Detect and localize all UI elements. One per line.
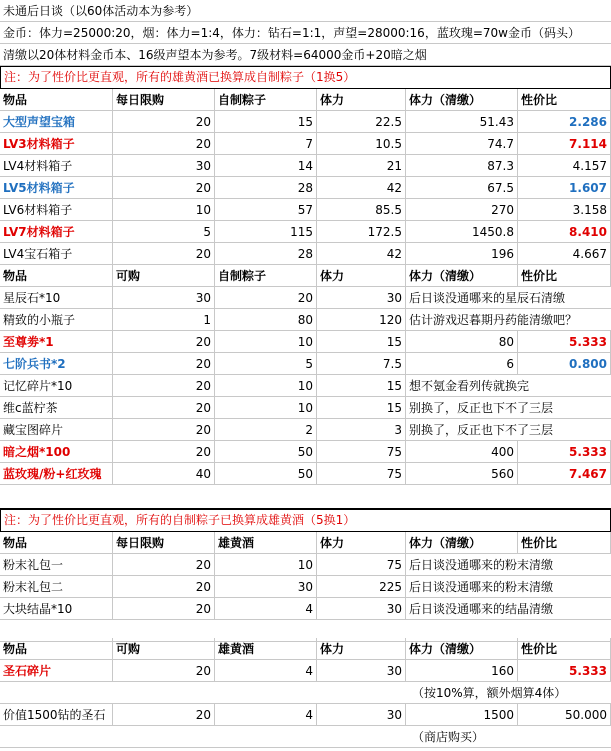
- table-row: [0, 331, 611, 353]
- stamina-value: 15: [317, 375, 406, 397]
- sweep-value: 196: [406, 243, 518, 265]
- zongzi-cost: 7: [215, 133, 317, 155]
- wine-cost: 4: [215, 704, 317, 726]
- zongzi-cost: 57: [215, 199, 317, 221]
- header-cell: 性价比: [518, 638, 611, 660]
- zongzi-cost: 10: [215, 375, 317, 397]
- purchasable: 40: [113, 463, 215, 485]
- table-row: [0, 441, 611, 463]
- header-cell: 体力（清缴）: [406, 265, 518, 287]
- table-row: [0, 177, 611, 199]
- header-cell: 雄黄酒: [215, 638, 317, 660]
- sweep-value: 67.5: [406, 177, 518, 199]
- value-ratio: 3.158: [518, 199, 611, 221]
- header-cell: 物品: [0, 638, 113, 660]
- table-row: [0, 419, 611, 441]
- header-cell: 体力（清缴）: [406, 532, 518, 554]
- stamina-value: 42: [317, 243, 406, 265]
- purchasable: 20: [113, 419, 215, 441]
- wine-cost: 4: [215, 660, 317, 682]
- header-cell: 可购: [113, 638, 215, 660]
- item-name: 藏宝图碎片: [0, 419, 113, 441]
- info-text-2: 金币：体力=25000:20，烟：体力=1:4，体力：钻石=1:1，声望=28000:16，蓝玫瑰=70w金币（码头）: [3, 26, 580, 40]
- sweep-value: 6: [406, 353, 518, 375]
- item-name: 星辰石*10: [0, 287, 113, 309]
- table-row: [0, 576, 611, 598]
- value-ratio: 7.114: [518, 133, 611, 155]
- stamina-value: 30: [317, 704, 406, 726]
- note-text-1: 注：为了性价比更直观，所有的雄黄酒已换算成自制粽子（1换5）: [4, 70, 356, 84]
- header-row: [0, 265, 611, 287]
- header-row: [0, 532, 611, 554]
- header-cell: 性价比: [518, 89, 611, 111]
- daily-limit: 20: [113, 598, 215, 620]
- table-row: [0, 155, 611, 177]
- stamina-value: 75: [317, 554, 406, 576]
- zongzi-cost: 115: [215, 221, 317, 243]
- header-cell: 物品: [0, 89, 113, 111]
- sweep-comment: 别换了，反正也下不了三层: [409, 423, 554, 437]
- table-row: [0, 221, 611, 243]
- sweep-comment: 后日谈没通哪来的星辰石清缴: [409, 291, 566, 305]
- header-cell: 每日限购: [113, 89, 215, 111]
- value-ratio: 8.410: [518, 221, 611, 243]
- item-name: 粉末礼包二: [0, 576, 113, 598]
- stamina-value: 120: [317, 309, 406, 331]
- zongzi-cost: 20: [215, 287, 317, 309]
- stamina-value: 3: [317, 419, 406, 441]
- item-name: LV4材料箱子: [0, 155, 113, 177]
- purchasable: 20: [113, 441, 215, 463]
- daily-limit: 20: [113, 554, 215, 576]
- stamina-value: 22.5: [317, 111, 406, 133]
- zongzi-cost: 10: [215, 397, 317, 419]
- header-cell: 可购: [113, 265, 215, 287]
- spacer-row: [0, 488, 611, 508]
- header-cell: 物品: [0, 265, 113, 287]
- value-ratio: 1.607: [518, 177, 611, 199]
- header-cell: 体力（清缴）: [406, 638, 518, 660]
- stamina-value: 30: [317, 598, 406, 620]
- sweep-comment: 后日谈没通哪来的粉末清缴: [409, 580, 554, 594]
- item-name: 记忆碎片*10: [0, 375, 113, 397]
- value-ratio: 2.286: [518, 111, 611, 133]
- header-cell: 体力: [317, 89, 406, 111]
- sweep-value: 560: [406, 463, 518, 485]
- header-cell: 体力（清缴）: [406, 89, 518, 111]
- stamina-value: 75: [317, 441, 406, 463]
- sweep-value: 74.7: [406, 133, 518, 155]
- sub-note: （商店购买）: [412, 730, 485, 744]
- daily-limit: 20: [113, 111, 215, 133]
- note-row-2: [0, 509, 611, 532]
- daily-limit: 20: [113, 243, 215, 265]
- header-cell: 体力: [317, 265, 406, 287]
- zongzi-cost: 14: [215, 155, 317, 177]
- value-ratio: 0.800: [518, 353, 611, 375]
- zongzi-cost: 2: [215, 419, 317, 441]
- stamina-value: 42: [317, 177, 406, 199]
- header-cell: 雄黄酒: [215, 532, 317, 554]
- table-row: [0, 353, 611, 375]
- sweep-comment: 想不氪金看列传就换完: [409, 379, 530, 393]
- sub-row: [0, 682, 611, 704]
- zongzi-cost: 28: [215, 177, 317, 199]
- purchasable: 20: [113, 704, 215, 726]
- sweep-value: 87.3: [406, 155, 518, 177]
- info-row-3: [0, 44, 611, 66]
- item-name: 圣石碎片: [0, 660, 113, 682]
- wine-cost: 10: [215, 554, 317, 576]
- stamina-value: 15: [317, 397, 406, 419]
- item-name: LV3材料箱子: [0, 133, 113, 155]
- sweep-value: 400: [406, 441, 518, 463]
- purchasable: 30: [113, 287, 215, 309]
- table-row: [0, 463, 611, 485]
- stamina-value: 225: [317, 576, 406, 598]
- value-ratio: 5.333: [518, 331, 611, 353]
- stamina-value: 7.5: [317, 353, 406, 375]
- daily-limit: 20: [113, 133, 215, 155]
- value-ratio: 4.157: [518, 155, 611, 177]
- table-row: [0, 375, 611, 397]
- value-ratio: 50.000: [518, 704, 611, 726]
- wine-cost: 4: [215, 598, 317, 620]
- stamina-value: 21: [317, 155, 406, 177]
- stamina-value: 30: [317, 287, 406, 309]
- wine-cost: 30: [215, 576, 317, 598]
- sweep-comment: 后日谈没通哪来的结晶清缴: [409, 602, 554, 616]
- zongzi-cost: 15: [215, 111, 317, 133]
- header-row: [0, 638, 611, 660]
- value-ratio: 5.333: [518, 660, 611, 682]
- header-cell: 性价比: [518, 265, 611, 287]
- sweep-comment: 估计游戏迟暮期丹药能清缴吧？: [409, 313, 578, 327]
- daily-limit: 10: [113, 199, 215, 221]
- header-row: [0, 89, 611, 111]
- sub-row: [0, 726, 611, 748]
- item-name: LV4宝石箱子: [0, 243, 113, 265]
- sweep-comment: 后日谈没通哪来的粉末清缴: [409, 558, 554, 572]
- info-row-2: [0, 22, 611, 44]
- stamina-value: 30: [317, 660, 406, 682]
- table-row: [0, 287, 611, 309]
- item-name: LV6材料箱子: [0, 199, 113, 221]
- note-text-2: 注：为了性价比更直观，所有的自制粽子已换算成雄黄酒（5换1）: [4, 513, 356, 527]
- table-row: [0, 704, 611, 726]
- item-name: 维c蓝柠茶: [0, 397, 113, 419]
- purchasable: 1: [113, 309, 215, 331]
- header-cell: 自制粽子: [215, 265, 317, 287]
- zongzi-cost: 10: [215, 331, 317, 353]
- table-row: [0, 598, 611, 620]
- daily-limit: 20: [113, 177, 215, 199]
- purchasable: 20: [113, 331, 215, 353]
- value-ratio: 5.333: [518, 441, 611, 463]
- value-ratio: 7.467: [518, 463, 611, 485]
- info-row-1: [0, 0, 611, 22]
- sweep-value: 1450.8: [406, 221, 518, 243]
- stamina-value: 15: [317, 331, 406, 353]
- item-name: 粉末礼包一: [0, 554, 113, 576]
- header-cell: 物品: [0, 532, 113, 554]
- purchasable: 20: [113, 375, 215, 397]
- table-row: [0, 554, 611, 576]
- table-row: [0, 660, 611, 682]
- item-name: LV7材料箱子: [0, 221, 113, 243]
- zongzi-cost: 5: [215, 353, 317, 375]
- value-ratio: 4.667: [518, 243, 611, 265]
- purchasable: 20: [113, 397, 215, 419]
- item-name: 蓝玫瑰/粉+红玫瑰: [0, 463, 113, 485]
- header-cell: 每日限购: [113, 532, 215, 554]
- item-name: 大块结晶*10: [0, 598, 113, 620]
- item-name: 价值1500钻的圣石: [0, 704, 113, 726]
- zongzi-cost: 80: [215, 309, 317, 331]
- sweep-value: 270: [406, 199, 518, 221]
- item-name: LV5材料箱子: [0, 177, 113, 199]
- item-name: 暗之烟*100: [0, 441, 113, 463]
- sweep-value: 1500: [406, 704, 518, 726]
- purchasable: 20: [113, 353, 215, 375]
- daily-limit: 30: [113, 155, 215, 177]
- sweep-value: 80: [406, 331, 518, 353]
- item-name: 七阶兵书*2: [0, 353, 113, 375]
- item-name: 大型声望宝箱: [0, 111, 113, 133]
- stamina-value: 10.5: [317, 133, 406, 155]
- sweep-comment: 别换了，反正也下不了三层: [409, 401, 554, 415]
- note-row-1: [0, 66, 611, 89]
- daily-limit: 5: [113, 221, 215, 243]
- table-row: [0, 397, 611, 419]
- daily-limit: 20: [113, 576, 215, 598]
- item-name: 精致的小瓶子: [0, 309, 113, 331]
- header-cell: 体力: [317, 532, 406, 554]
- stamina-value: 75: [317, 463, 406, 485]
- zongzi-cost: 50: [215, 463, 317, 485]
- purchasable: 20: [113, 660, 215, 682]
- item-name: 至尊劵*1: [0, 331, 113, 353]
- info-text-3: 清缴以20体材料金币本、16级声望本为参考。7级材料=64000金币+20暗之烟: [3, 48, 427, 62]
- header-cell: 自制粽子: [215, 89, 317, 111]
- header-cell: 体力: [317, 638, 406, 660]
- zongzi-cost: 50: [215, 441, 317, 463]
- header-cell: 性价比: [518, 532, 611, 554]
- sweep-value: 160: [406, 660, 518, 682]
- table-row: [0, 111, 611, 133]
- stamina-value: 172.5: [317, 221, 406, 243]
- table-row: [0, 133, 611, 155]
- stamina-value: 85.5: [317, 199, 406, 221]
- table-row: [0, 199, 611, 221]
- info-text-1: 未通后日谈（以60体活动本为参考）: [3, 4, 199, 18]
- sub-note: （按10%算，额外烟算4体）: [412, 686, 567, 700]
- zongzi-cost: 28: [215, 243, 317, 265]
- table-row: [0, 243, 611, 265]
- sweep-value: 51.43: [406, 111, 518, 133]
- table-row: [0, 309, 611, 331]
